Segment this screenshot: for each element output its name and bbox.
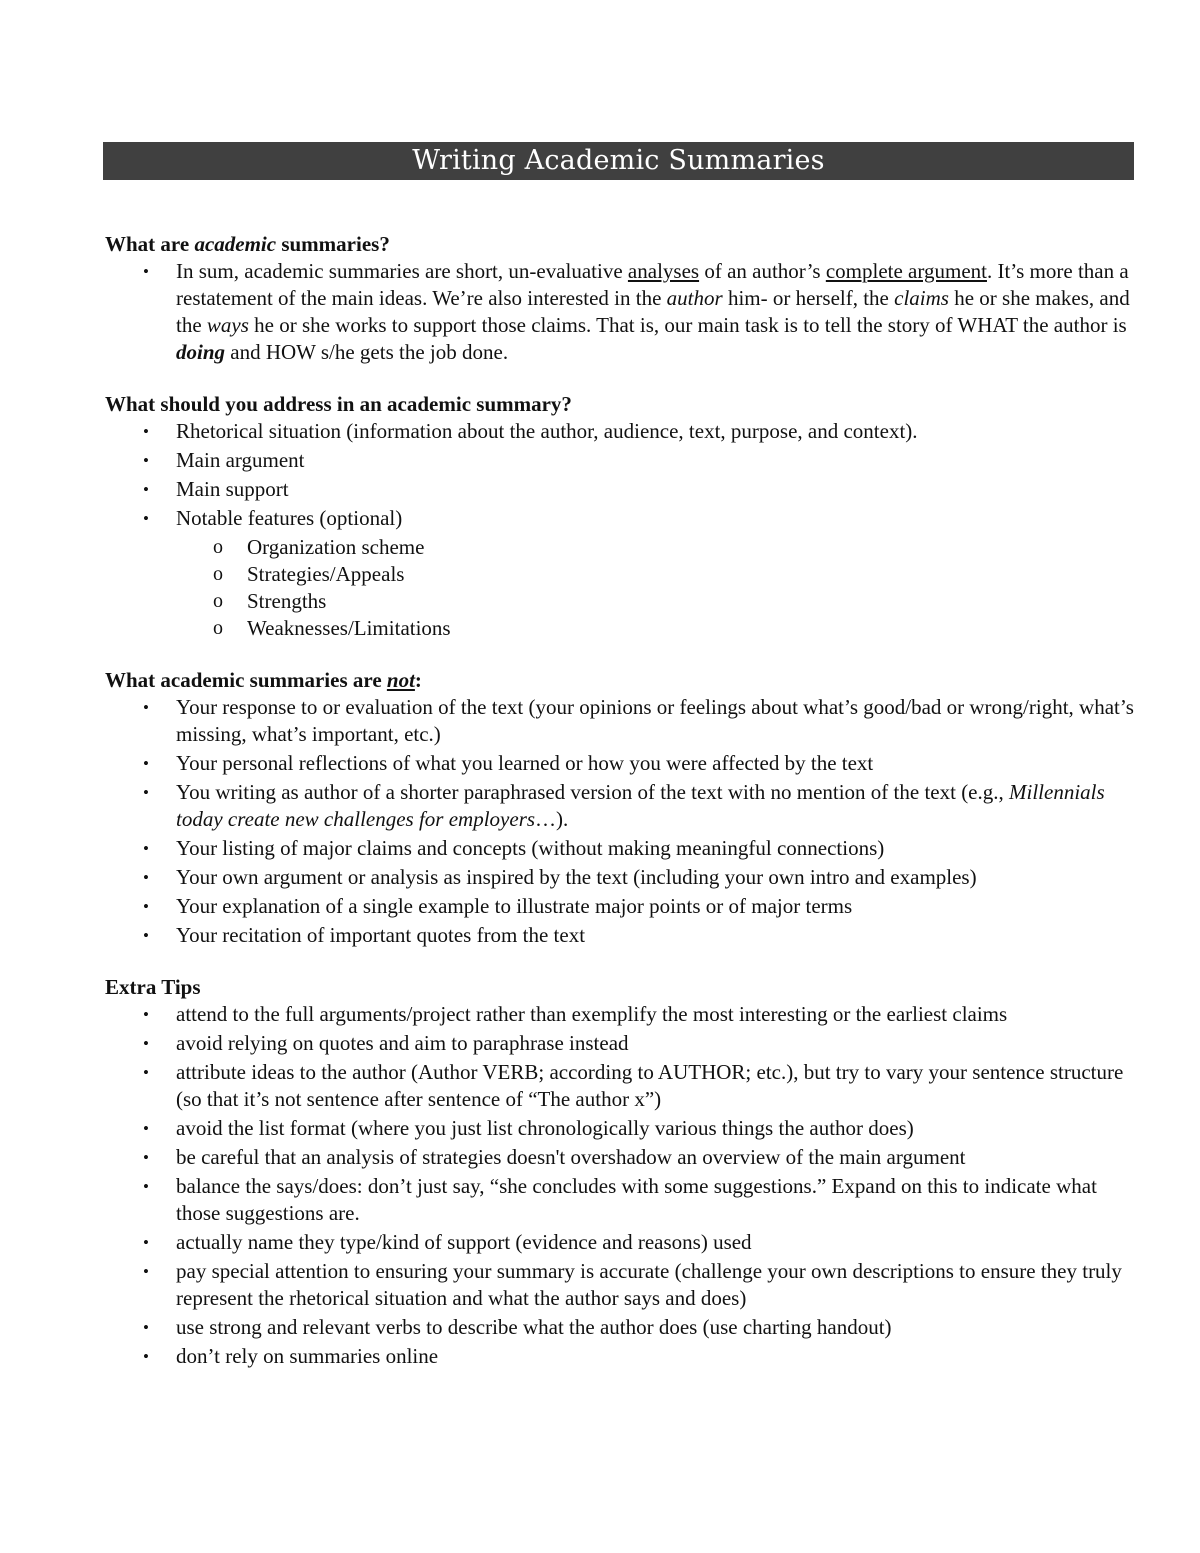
list-item: • pay special attention to ensuring your summary is accurate (challenge your own descriptions to ensure they truly represent the rhetorical situation and what the author says and does) xyxy=(143,1259,1122,1310)
bullet-icon: • xyxy=(143,1347,149,1366)
bullet-icon: • xyxy=(143,1119,149,1138)
bullet-icon: • xyxy=(143,480,149,499)
list-item: • attend to the full arguments/project rather than exemplify the most interesting or the earliest claims xyxy=(143,1002,1008,1026)
italic-example: Millennials today create new challenges for employers xyxy=(176,780,1105,831)
sub-list-item: o Strengths xyxy=(213,589,327,613)
heading-emphasis: academic xyxy=(194,232,277,256)
list-item: • attribute ideas to the author (Author VERB; according to AUTHOR; etc.), but try to vary your sentence structure (so that it’s not sentence after sentence of “The author x”) xyxy=(143,1060,1124,1111)
bullet-icon: • xyxy=(143,1318,149,1337)
bullet-list xyxy=(105,258,1145,366)
heading-emphasis: not xyxy=(386,668,415,692)
list-item: • be careful that an analysis of strategies doesn't overshadow an overview of the main argument xyxy=(143,1145,966,1169)
bullet-icon: • xyxy=(143,897,149,916)
bullet-icon: • xyxy=(143,1177,149,1196)
list-item: • In sum, academic summaries are short, un-evaluative analyses of an author’s complete argument. It’s more than a restatement of the main ideas. We’re also interested in the author him- or herself, the claims he or she makes, and the ways he or she works to support those claims. That is, our main task is to tell the story of WHAT the author is doing and HOW s/he gets the job done. xyxy=(143,259,1130,364)
underlined-term: complete argument xyxy=(825,259,987,283)
sub-list-item: o Strategies/Appeals xyxy=(213,562,405,586)
bullet-icon: • xyxy=(143,1148,149,1167)
bullet-icon: • xyxy=(143,1005,149,1024)
list-item: • Rhetorical situation (information about the author, audience, text, purpose, and context). xyxy=(143,419,918,443)
bullet-icon: • xyxy=(143,754,149,773)
italic-term: claims xyxy=(894,286,949,310)
bullet-list xyxy=(105,418,1145,532)
sub-list xyxy=(105,534,1145,642)
section-heading: What are academic summaries? xyxy=(105,232,390,256)
bullet-icon: • xyxy=(143,926,149,945)
sub-list-item: o Organization scheme xyxy=(213,535,425,559)
bullet-icon: • xyxy=(143,509,149,528)
bullet-list xyxy=(105,694,1145,949)
section-heading: What should you address in an academic summary? xyxy=(105,392,572,416)
list-item: • avoid relying on quotes and aim to paraphrase instead xyxy=(143,1031,629,1055)
list-item: • use strong and relevant verbs to describe what the author does (use charting handout) xyxy=(143,1315,892,1339)
section-heading: What academic summaries are not: xyxy=(105,668,422,692)
list-item: • don’t rely on summaries online xyxy=(143,1344,439,1368)
list-item: • Your explanation of a single example to illustrate major points or of major terms xyxy=(143,894,853,918)
document-title: Writing Academic Summaries xyxy=(103,142,1134,180)
list-item: • You writing as author of a shorter paraphrased version of the text with no mention of the text (e.g., Millennials today create new challenges for employers…). xyxy=(143,780,1105,831)
bullet-icon: • xyxy=(143,422,149,441)
list-item: • Your response to or evaluation of the text (your opinions or feelings about what’s good/bad or wrong/right, what’s missing, what’s important, etc.) xyxy=(143,695,1134,746)
list-item: • Your recitation of important quotes from the text xyxy=(143,923,586,947)
circle-bullet-icon: o xyxy=(213,617,223,639)
italic-term: ways xyxy=(206,313,249,337)
section-heading: Extra Tips xyxy=(105,975,201,999)
circle-bullet-icon: o xyxy=(213,536,223,558)
list-item: • actually name they type/kind of support (evidence and reasons) used xyxy=(143,1230,752,1254)
section-what-to-address xyxy=(105,390,1145,642)
bullet-icon: • xyxy=(143,783,149,802)
bullet-icon: • xyxy=(143,451,149,470)
list-item: • Your own argument or analysis as inspired by the text (including your own intro and examples) xyxy=(143,865,977,889)
bullet-icon: • xyxy=(143,1262,149,1281)
list-item: • Main support xyxy=(143,477,289,501)
document-body xyxy=(105,230,1145,1394)
bullet-icon: • xyxy=(143,1063,149,1082)
bullet-icon: • xyxy=(143,262,149,281)
list-item: • Notable features (optional) xyxy=(143,506,403,530)
bullet-list xyxy=(105,1001,1145,1370)
list-item: • avoid the list format (where you just list chronologically various things the author does) xyxy=(143,1116,914,1140)
underlined-term: analyses xyxy=(627,259,700,283)
bullet-icon: • xyxy=(143,698,149,717)
list-item: • balance the says/does: don’t just say, “she concludes with some suggestions.” Expand on this to indicate what those suggestions are. xyxy=(143,1174,1097,1225)
italic-term: author xyxy=(666,286,723,310)
circle-bullet-icon: o xyxy=(213,563,223,585)
bullet-icon: • xyxy=(143,1233,149,1252)
list-item: • Your personal reflections of what you learned or how you were affected by the text xyxy=(143,751,874,775)
bold-italic-term: doing xyxy=(176,340,226,364)
list-item: • Your listing of major claims and concepts (without making meaningful connections) xyxy=(143,836,885,860)
bullet-icon: • xyxy=(143,868,149,887)
bullet-icon: • xyxy=(143,1034,149,1053)
section-what-are xyxy=(105,230,1145,366)
section-what-not xyxy=(105,666,1145,949)
list-item: • Main argument xyxy=(143,448,305,472)
bullet-icon: • xyxy=(143,839,149,858)
sub-list-item: o Weaknesses/Limitations xyxy=(213,616,451,640)
section-extra-tips xyxy=(105,973,1145,1370)
circle-bullet-icon: o xyxy=(213,590,223,612)
